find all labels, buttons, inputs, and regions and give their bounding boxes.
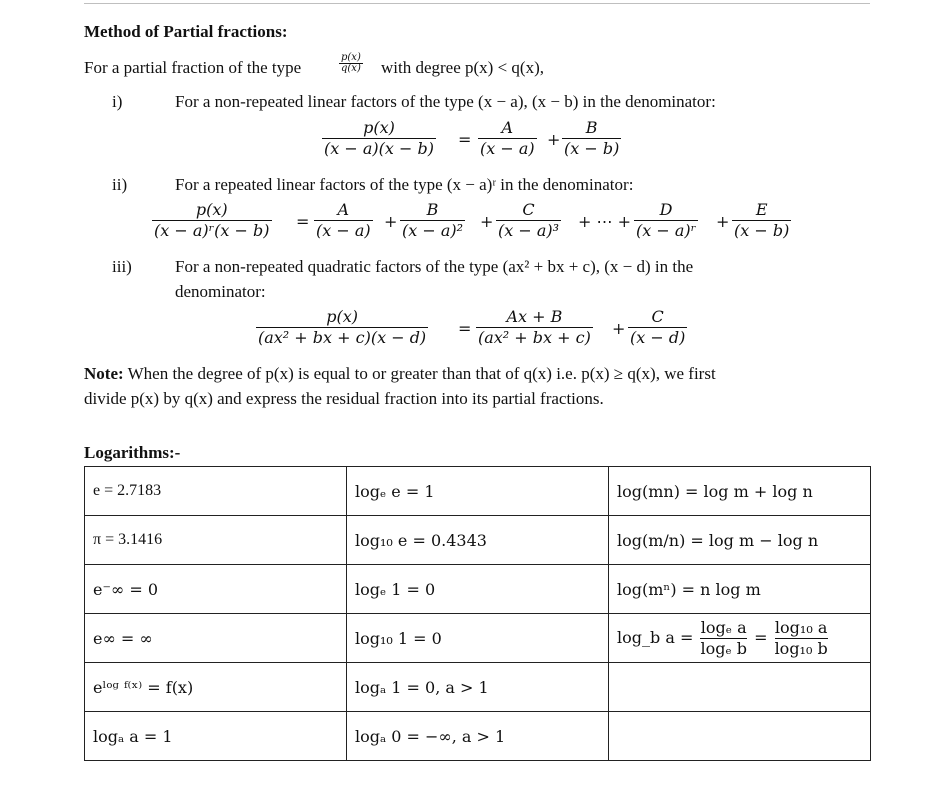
case-iii-lhs-num: p(x) — [326, 307, 358, 326]
case-i-text: For a non-repeated linear factors of the type (x − a), (x − b) in the denominator: — [175, 92, 716, 111]
case-ii-term-a-num: A — [337, 200, 350, 219]
equals-sign: = — [458, 130, 472, 149]
plus-sign: + — [716, 212, 730, 231]
table-cell: e = 2.7183 — [85, 467, 347, 516]
table-row — [85, 565, 871, 614]
table-row — [85, 516, 871, 565]
case-ii-text: For a repeated linear factors of the type (x − a)ʳ in the denominator: — [175, 175, 634, 194]
case-iii-lhs-fraction — [256, 307, 428, 348]
intro-fraction — [339, 53, 363, 74]
table-cell — [609, 712, 871, 761]
table-cell — [609, 663, 871, 712]
case-i-marker: i) — [112, 92, 123, 111]
table-cell: log₁₀ e = 0.4343 — [347, 516, 609, 565]
case-iii-text-line2: denominator: — [175, 282, 266, 301]
case-iii-term-c — [628, 307, 687, 348]
table-cell: logₑ e = 1 — [347, 467, 609, 516]
case-ii-term-e-den: (x − b) — [734, 221, 790, 240]
case-iii-term-c-num: C — [651, 307, 664, 326]
table-cell: e∞ = ∞ — [85, 614, 347, 663]
intro-fraction-num: p(x) — [341, 52, 361, 63]
plus-sign: + — [384, 212, 398, 231]
equals-sign: = — [458, 319, 472, 338]
case-ii-term-b-num: B — [426, 200, 439, 219]
case-ii-term-c — [496, 200, 561, 241]
intro-prefix: For a partial fraction of the type — [84, 58, 302, 77]
case-ii-term-b — [400, 200, 465, 241]
table-cell: e⁻∞ = 0 — [85, 565, 347, 614]
case-i-term-a-num: A — [501, 118, 514, 137]
case-ii-lhs-fraction — [152, 200, 272, 241]
case-ii-term-a — [314, 200, 373, 241]
top-rule — [84, 3, 870, 4]
case-i-term-b-den: (x − b) — [564, 139, 620, 158]
section-title-logarithms: Logarithms:- — [84, 443, 181, 462]
table-cell: logₐ 1 = 0, a > 1 — [347, 663, 609, 712]
case-iii-term-ab-num: Ax + B — [506, 307, 563, 326]
case-ii-lhs-num: p(x) — [195, 200, 228, 219]
table-row — [85, 614, 871, 663]
case-ii-term-e-num: E — [755, 200, 768, 219]
case-ii-term-a-den: (x − a) — [316, 221, 371, 240]
change-base-num-10: log₁₀ a — [774, 617, 828, 637]
case-iii-term-c-den: (x − d) — [630, 328, 686, 347]
case-i-term-b-num: B — [585, 118, 598, 137]
section-title-partial-fractions: Method of Partial fractions: — [84, 22, 288, 41]
table-row — [85, 467, 871, 516]
table-cell: logₐ 0 = −∞, a > 1 — [347, 712, 609, 761]
note-line2: divide p(x) by q(x) and express the residual fraction into its partial fractions. — [84, 389, 604, 408]
case-ii-term-c-den: (x − a)³ — [498, 221, 560, 240]
note-line1 — [84, 364, 716, 384]
plus-sign: + — [480, 212, 494, 231]
case-i-term-a-den: (x − a) — [480, 139, 535, 158]
table-cell: log(mⁿ) = n log m — [609, 565, 871, 614]
table-cell: eˡᵒᵍ ᶠ⁽ˣ⁾ = f(x) — [85, 663, 347, 712]
case-i-lhs-fraction — [322, 118, 436, 159]
case-ii-lhs-den: (x − a)ʳ(x − b) — [154, 221, 270, 240]
case-i-term-b — [562, 118, 621, 159]
table-cell: log(m/n) = log m − log n — [609, 516, 871, 565]
case-i-term-a — [478, 118, 537, 159]
case-i-lhs-num: p(x) — [363, 118, 395, 137]
intro-line — [84, 58, 301, 78]
case-ii-term-d-den: (x − a)ʳ — [636, 221, 697, 240]
change-base-lhs: log_b a = — [617, 627, 694, 647]
table-cell: log₁₀ 1 = 0 — [347, 614, 609, 663]
case-iii-text-line1: For a non-repeated quadratic factors of the type (ax² + bx + c), (x − d) in the — [175, 257, 694, 276]
table-row — [85, 712, 871, 761]
change-base-fraction-10 — [775, 618, 828, 659]
plus-sign: + — [547, 130, 561, 149]
note-text-1: When the degree of p(x) is equal to or greater than that of q(x) i.e. p(x) ≥ q(x), we first — [127, 364, 716, 383]
logarithm-table — [84, 466, 871, 761]
equals-sign: = — [754, 627, 768, 647]
change-base-fraction-e — [700, 618, 747, 659]
table-row — [85, 663, 871, 712]
case-ii-term-b-den: (x − a)² — [402, 221, 464, 240]
intro-fraction-den: q(x) — [341, 63, 361, 74]
table-cell: log(mn) = log m + log n — [609, 467, 871, 516]
note-label: Note: — [84, 364, 124, 383]
case-ii-marker: ii) — [112, 175, 128, 194]
case-iii-term-ab-den: (ax² + bx + c) — [478, 328, 591, 347]
case-ii-term-c-num: C — [522, 200, 535, 219]
case-iii-term-ab — [476, 307, 593, 348]
ellipsis-terms: + ⋯ + — [578, 212, 631, 231]
intro-suffix: with degree p(x) < q(x), — [381, 58, 545, 77]
change-of-base-cell — [609, 614, 871, 663]
case-ii-term-e — [732, 200, 791, 241]
table-cell: π = 3.1416 — [85, 516, 347, 565]
table-cell: logₑ 1 = 0 — [347, 565, 609, 614]
case-ii-term-d-num: D — [659, 200, 673, 219]
plus-sign: + — [612, 319, 626, 338]
equals-sign: = — [296, 212, 310, 231]
table-cell: logₐ a = 1 — [85, 712, 347, 761]
case-iii-lhs-den: (ax² + bx + c)(x − d) — [258, 328, 427, 347]
change-base-num-e: logₑ a — [700, 617, 747, 637]
case-iii-marker: iii) — [112, 257, 132, 276]
change-base-den-e: logₑ b — [700, 638, 747, 658]
case-i-lhs-den: (x − a)(x − b) — [324, 139, 434, 158]
case-ii-term-d — [634, 200, 698, 241]
change-base-den-10: log₁₀ b — [774, 638, 828, 658]
